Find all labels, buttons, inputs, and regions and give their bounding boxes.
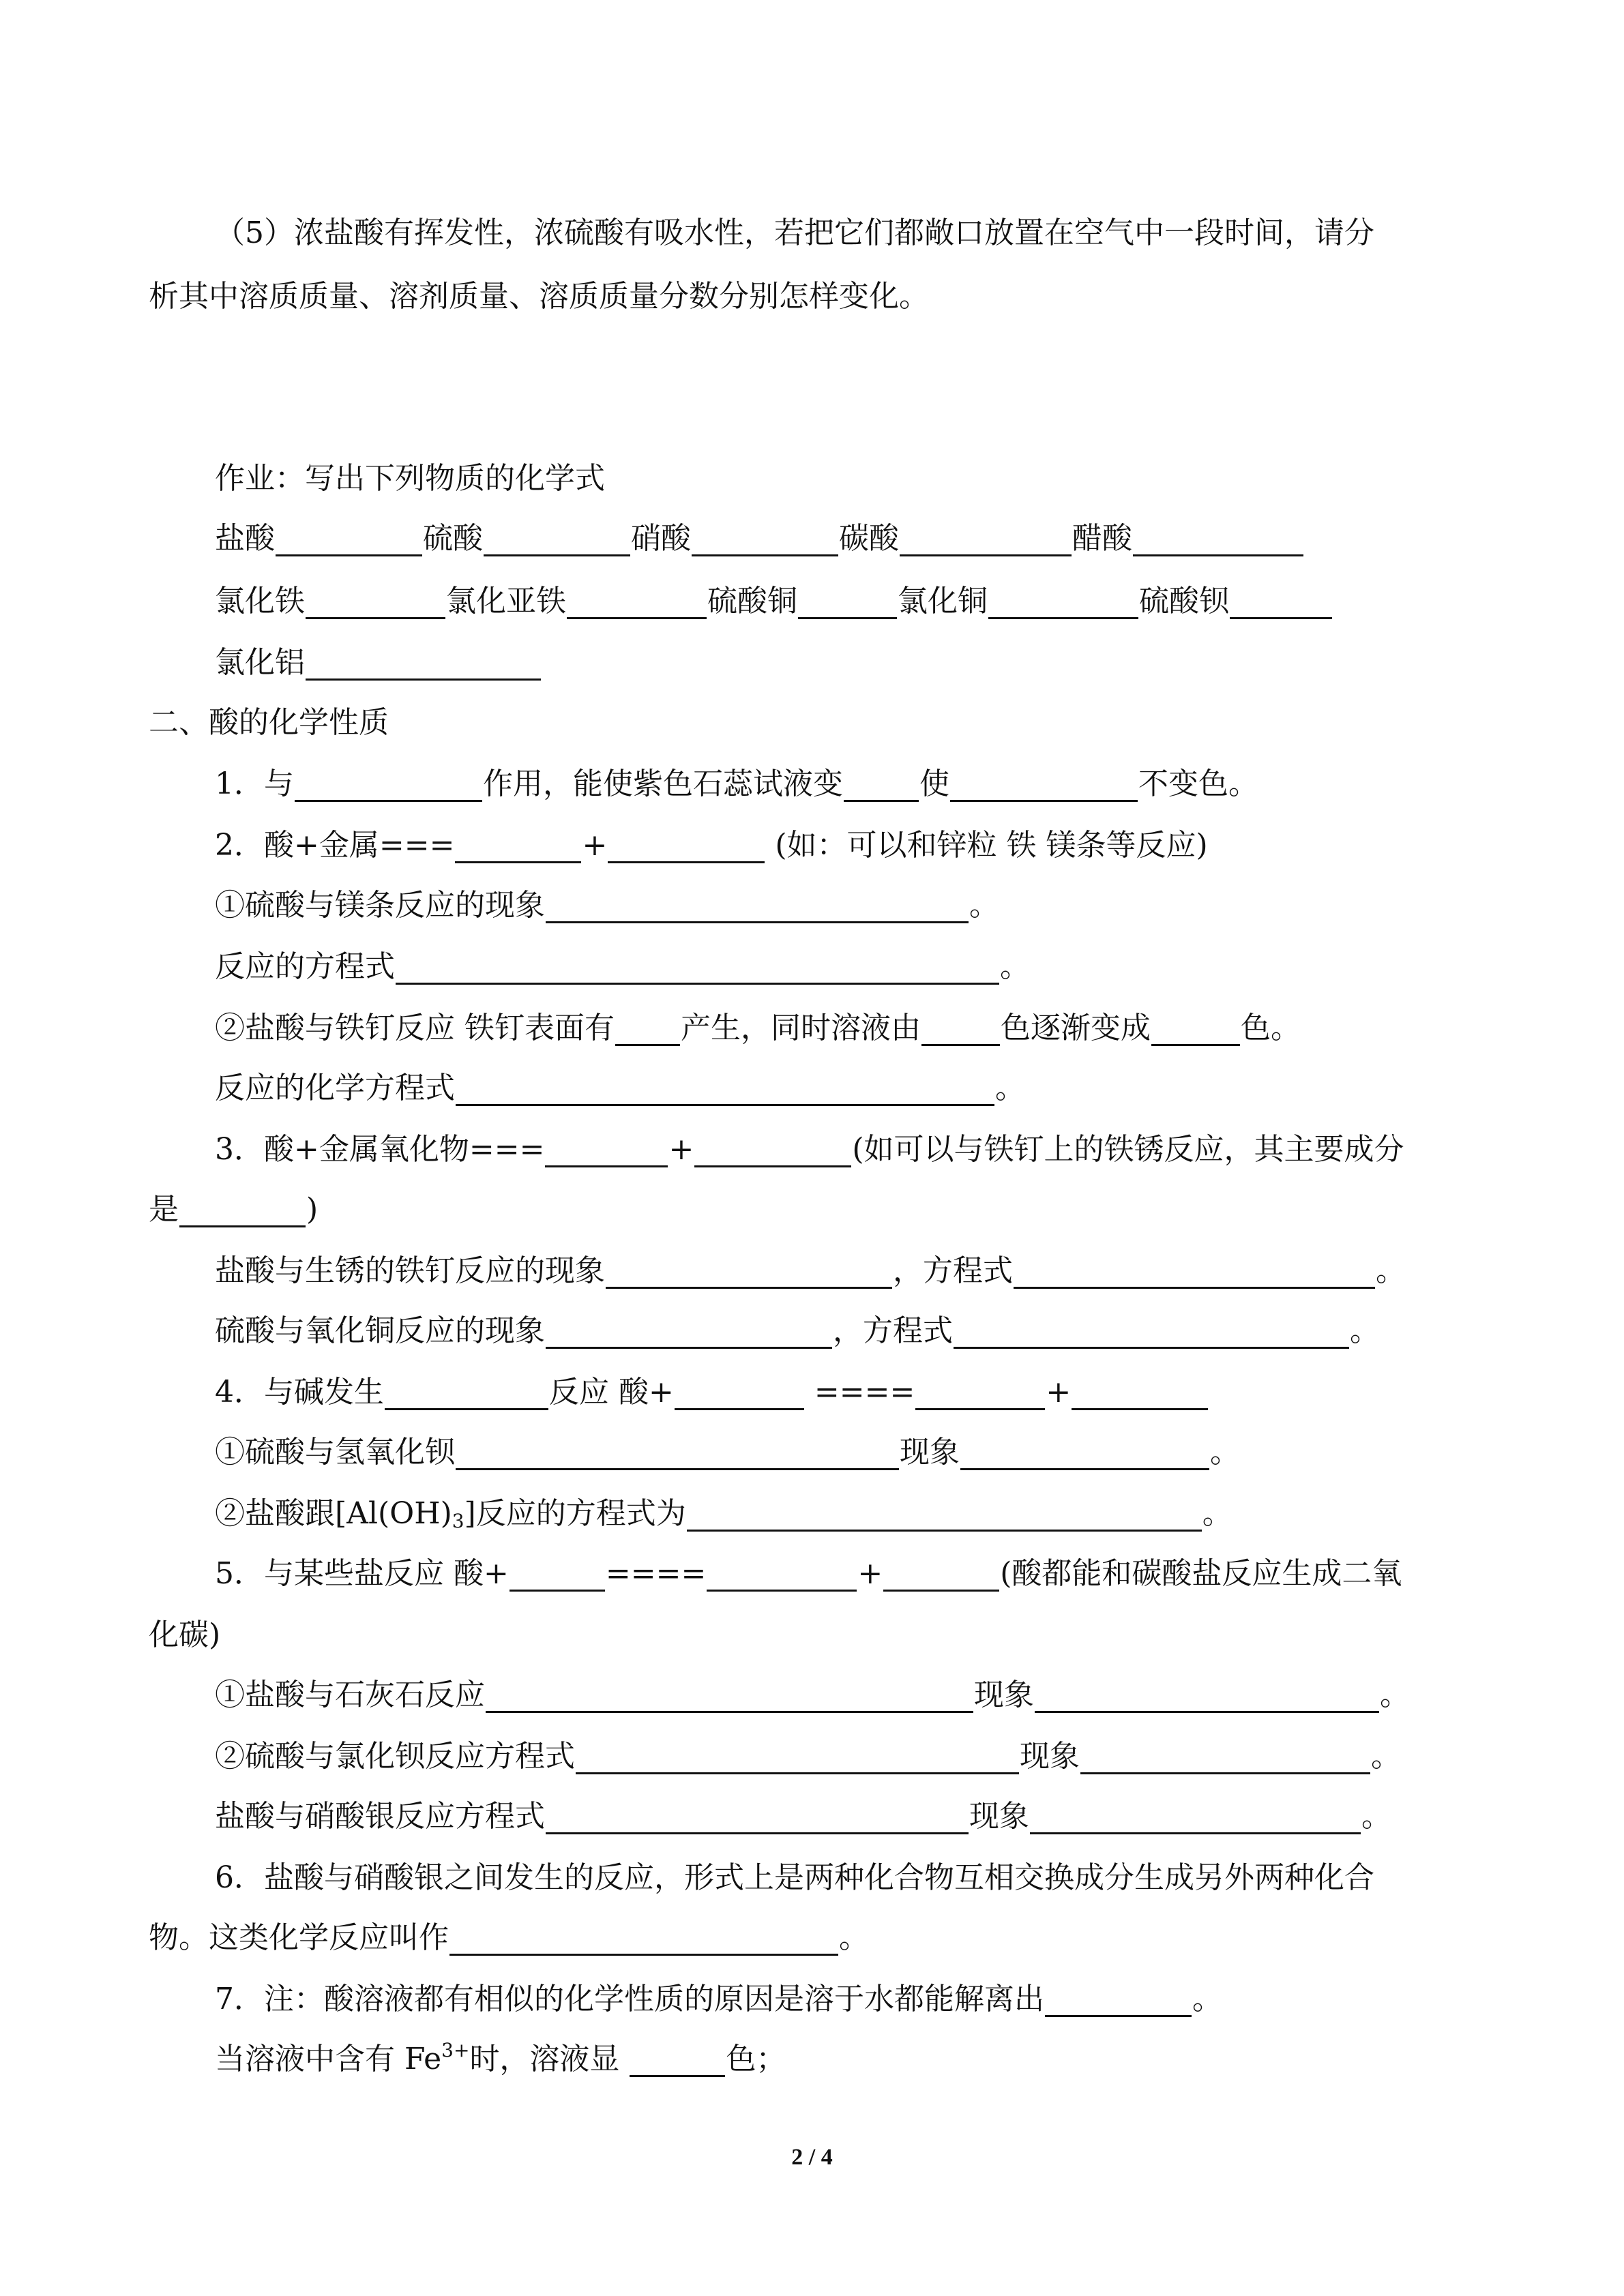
text: 产生，同时溶液由	[681, 1011, 921, 1045]
section-heading: 二、酸的化学性质	[149, 705, 389, 740]
answer-blank[interactable]	[606, 1255, 892, 1289]
property-2	[215, 825, 1208, 866]
answer-blank[interactable]	[608, 830, 765, 863]
answer-blank[interactable]	[883, 1558, 999, 1592]
answer-blank[interactable]	[455, 830, 581, 863]
text: 现象	[1020, 1739, 1080, 1774]
text: 现象	[974, 1678, 1034, 1712]
text: 1．与	[215, 766, 294, 801]
answer-blank[interactable]	[510, 1558, 605, 1592]
label-cuso4: 硫酸铜	[707, 584, 797, 618]
text: 7．注：酸溶液都有相似的化学性质的原因是溶于水都能解离出	[215, 1982, 1044, 2016]
property-4b	[215, 1493, 1232, 1542]
property-2d	[215, 1068, 1025, 1109]
text: 。	[969, 888, 999, 923]
answer-blank[interactable]	[456, 1073, 994, 1106]
answer-blank[interactable]	[545, 1134, 668, 1167]
text: ]反应的方程式为	[464, 1496, 686, 1531]
answer-blank[interactable]	[1030, 1801, 1361, 1834]
answer-blank[interactable]	[295, 769, 482, 802]
text: 。	[1192, 1982, 1222, 2016]
q5-line-2: 析其中溶质质量、溶剂质量、溶质质量分数分别怎样变化。	[149, 279, 929, 314]
text: +	[668, 1132, 694, 1167]
label-h2so4: 硫酸	[423, 521, 483, 556]
text: 当溶液中含有 Fe	[215, 2042, 442, 2076]
text: ====	[804, 1375, 915, 1410]
text: 2．酸+金属===	[215, 828, 455, 863]
text: ，方程式	[893, 1253, 1013, 1288]
property-5e	[215, 1796, 1391, 1837]
text: ②盐酸跟[Al(OH)	[215, 1496, 452, 1531]
answer-blank[interactable]	[1151, 1013, 1240, 1046]
text: 5．与某些盐反应 酸+	[215, 1556, 509, 1591]
text: ②硫酸与氯化钡反应方程式	[215, 1739, 575, 1774]
property-5	[215, 1553, 1402, 1594]
answer-blank[interactable]	[675, 1377, 804, 1410]
text: 作用，能使紫色石蕊试液变	[483, 766, 843, 801]
text: 。	[1000, 949, 1030, 984]
answer-blank[interactable]	[546, 1801, 969, 1834]
label-hcl: 盐酸	[215, 521, 275, 556]
text: ①盐酸与石灰石反应	[215, 1678, 485, 1712]
text: 硫酸与氧化铜反应的现象	[215, 1313, 545, 1348]
property-4a	[215, 1432, 1240, 1473]
label-acetic-acid: 醋酸	[1072, 521, 1132, 556]
text: 现象	[969, 1799, 1029, 1834]
answer-blank[interactable]	[576, 1741, 1019, 1774]
answer-blank[interactable]	[306, 586, 445, 619]
text: 色；	[726, 2042, 786, 2076]
text: 现象	[900, 1435, 960, 1470]
property-2a	[215, 885, 999, 926]
answer-blank[interactable]	[385, 1377, 548, 1410]
label-hno3: 硝酸	[631, 521, 691, 556]
answer-blank[interactable]	[306, 647, 541, 681]
homework-row-2	[215, 581, 1333, 622]
text: 反应的化学方程式	[215, 1071, 455, 1105]
homework-row-3	[215, 642, 542, 683]
text: )	[306, 1192, 319, 1227]
text: ①硫酸与氢氧化钡	[215, 1435, 455, 1470]
q5-line-1: （5）浓盐酸有挥发性，浓硫酸有吸水性，若把它们都敞口放置在空气中一段时间，请分	[215, 215, 1374, 250]
page-number: 2 / 4	[791, 2145, 833, 2170]
text: 是	[149, 1192, 179, 1227]
answer-blank[interactable]	[921, 1013, 1000, 1046]
property-4	[215, 1372, 1209, 1413]
text: 。	[1350, 1313, 1380, 1348]
label-h2co3: 碳酸	[839, 521, 899, 556]
answer-blank[interactable]	[915, 1377, 1045, 1410]
text: +	[582, 828, 608, 863]
text: 盐酸与生锈的铁钉反应的现象	[215, 1253, 605, 1288]
answer-blank[interactable]	[950, 769, 1138, 802]
text: ②盐酸与铁钉反应 铁钉表面有	[215, 1011, 615, 1045]
answer-blank[interactable]	[900, 523, 1072, 556]
answer-blank[interactable]	[396, 951, 999, 985]
answer-blank[interactable]	[179, 1194, 306, 1227]
text: 。	[1210, 1435, 1240, 1470]
answer-blank[interactable]	[449, 1922, 838, 1956]
label-baso4: 硫酸钡	[1139, 584, 1229, 618]
label-alcl3: 氯化铝	[215, 645, 305, 680]
property-5d	[215, 1736, 1401, 1777]
text: 。	[1361, 1799, 1391, 1834]
text: 色逐渐变成	[1001, 1011, 1151, 1045]
property-3	[215, 1129, 1404, 1170]
text: 。	[1202, 1496, 1232, 1531]
text: (如：可以和锌粒 铁 镁条等反应)	[765, 828, 1208, 863]
property-1	[215, 764, 1258, 805]
superscript: 3+	[441, 2039, 470, 2061]
answer-blank[interactable]	[546, 890, 969, 923]
answer-blank[interactable]	[615, 1013, 680, 1046]
property-2b	[215, 946, 1030, 987]
property-3-cont	[149, 1189, 318, 1230]
text: ====	[605, 1556, 707, 1591]
answer-blank[interactable]	[276, 523, 422, 556]
property-5c	[215, 1675, 1410, 1716]
answer-blank[interactable]	[484, 523, 630, 556]
text: 。	[1376, 1253, 1406, 1288]
text: ，方程式	[833, 1313, 953, 1348]
property-5-cont: 化碳)	[149, 1617, 221, 1652]
text: 。	[1380, 1678, 1410, 1712]
text: 4．与碱发生	[215, 1375, 384, 1410]
text: 物。这类化学反应叫作	[149, 1920, 449, 1955]
text: 。	[1371, 1739, 1401, 1774]
label-fecl2: 氯化亚铁	[446, 584, 566, 618]
text: 不变色。	[1138, 766, 1258, 801]
property-6-cont	[149, 1918, 869, 1958]
answer-blank[interactable]	[988, 586, 1138, 619]
text: ①硫酸与镁条反应的现象	[215, 888, 545, 923]
text: 反应 酸+	[549, 1375, 674, 1410]
answer-blank[interactable]	[692, 523, 838, 556]
answer-blank[interactable]	[844, 769, 919, 802]
text: 3．酸+金属氧化物===	[215, 1132, 545, 1167]
answer-blank[interactable]	[1080, 1741, 1370, 1774]
text: (酸都能和碳酸盐反应生成二氧	[1000, 1556, 1402, 1591]
homework-title: 作业：写出下列物质的化学式	[215, 461, 605, 496]
property-2c	[215, 1008, 1301, 1049]
answer-blank[interactable]	[567, 586, 707, 619]
answer-blank[interactable]	[960, 1437, 1209, 1470]
answer-blank[interactable]	[687, 1498, 1202, 1532]
text: +	[1046, 1375, 1072, 1410]
text: +	[857, 1556, 883, 1591]
answer-blank[interactable]	[630, 2044, 725, 2077]
property-7	[215, 1979, 1222, 2020]
homework-row-1	[215, 518, 1304, 559]
text: 色。	[1241, 1011, 1301, 1045]
property-3c	[215, 1251, 1406, 1292]
text: 反应的方程式	[215, 949, 395, 984]
answer-blank[interactable]	[954, 1315, 1349, 1349]
property-7-note	[215, 2039, 786, 2080]
answer-blank[interactable]	[1045, 1984, 1192, 2017]
answer-blank[interactable]	[486, 1680, 973, 1713]
answer-blank[interactable]	[798, 586, 897, 619]
text: 。	[995, 1071, 1025, 1105]
answer-blank[interactable]	[1230, 586, 1332, 619]
text: 时，溶液显	[469, 2042, 630, 2076]
answer-blank[interactable]	[1014, 1255, 1375, 1289]
answer-blank[interactable]	[1133, 523, 1303, 556]
text: 使	[919, 766, 949, 801]
answer-blank[interactable]	[456, 1437, 899, 1470]
text: 盐酸与硝酸银反应方程式	[215, 1799, 545, 1834]
label-cucl2: 氯化铜	[898, 584, 988, 618]
text: 。	[839, 1920, 869, 1955]
property-6: 6．盐酸与硝酸银之间发生的反应，形式上是两种化合物互相交换成分生成另外两种化合	[215, 1860, 1374, 1895]
property-3d	[215, 1311, 1380, 1352]
answer-blank[interactable]	[546, 1315, 832, 1349]
answer-blank[interactable]	[707, 1558, 857, 1592]
answer-blank[interactable]	[1072, 1377, 1208, 1410]
answer-blank[interactable]	[694, 1134, 851, 1167]
text: (如可以与铁钉上的铁锈反应，其主要成分	[852, 1132, 1404, 1167]
label-fecl3: 氯化铁	[215, 584, 305, 618]
answer-blank[interactable]	[1035, 1680, 1379, 1713]
subscript: 3	[452, 1510, 464, 1532]
